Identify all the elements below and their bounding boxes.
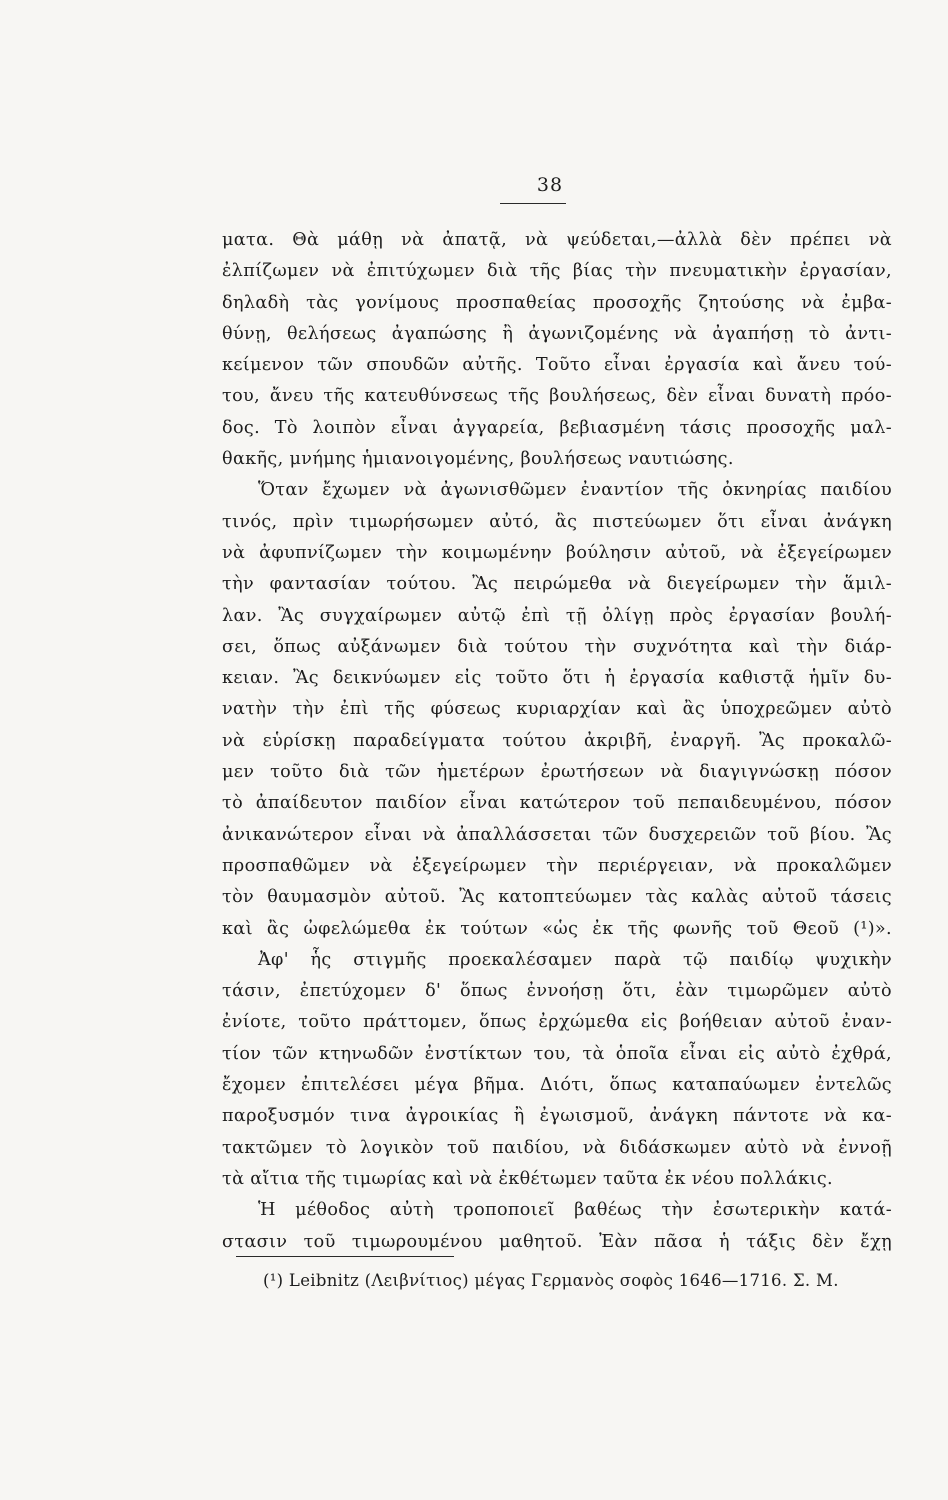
text-line: προσπαθῶμεν νὰ ἐξεγείρωμεν τὴν περιέργειαν, νὰ προκαλῶμεν [222, 855, 892, 876]
footnote: (¹) Leibnitz (Λειβνίτιος) μέγας Γερμανὸς σοφὸς 1646—1716. Σ. Μ. [263, 1271, 839, 1290]
text-line: ἐνίοτε, τοῦτο πράττομεν, ὅπως ἐρχώμεθα εἰς βοήθειαν αὐτοῦ ἐναν- [222, 1012, 892, 1033]
text-line: Ἡ μέθοδος αὐτὴ τροποποιεῖ βαθέως τὴν ἐσωτερικὴν κατά- [258, 1200, 892, 1221]
text-line: στασιν τοῦ τιμωρουμένου μαθητοῦ. Ἐὰν πᾶσα ἡ τάξις δὲν ἔχῃ [222, 1231, 892, 1252]
text-line: δηλαδὴ τὰς γονίμους προσπαθείας προσοχῆς ζητούσης νὰ ἐμβα- [222, 292, 892, 313]
text-line: σει, ὅπως αὐξάνωμεν διὰ τούτου τὴν συχνότητα καὶ τὴν διάρ- [222, 636, 892, 657]
text-line: κείμενον τῶν σπουδῶν αὐτῆς. Τοῦτο εἶναι ἐργασία καὶ ἄνευ τού- [222, 355, 892, 376]
text-line: θύνῃ, θελήσεως ἀγαπώσης ἢ ἀγωνιζομένης νὰ ἀγαπήσῃ τὸ ἀντι- [222, 323, 892, 344]
body-text [222, 225, 892, 1258]
text-line: ἀνικανώτερον εἶναι νὰ ἀπαλλάσσεται τῶν δυσχερειῶν τοῦ βίου. Ἂς [222, 824, 892, 845]
text-line: νατὴν τὴν ἐπὶ τῆς φύσεως κυριαρχίαν καὶ ἂς ὑποχρεῶμεν αὐτὸ [222, 699, 892, 720]
text-line: τὸν θαυμασμὸν αὐτοῦ. Ἂς κατοπτεύωμεν τὰς καλὰς αὐτοῦ τάσεις [222, 887, 892, 908]
text-line: τὰ αἴτια τῆς τιμωρίας καὶ νὰ ἐκθέτωμεν ταῦτα ἐκ νέου πολλάκις. [222, 1168, 834, 1189]
text-line: μεν τοῦτο διὰ τῶν ἡμετέρων ἐρωτήσεων νὰ διαγιγνώσκῃ πόσον [222, 762, 892, 783]
text-line: Ὅταν ἔχωμεν νὰ ἀγωνισθῶμεν ἐναντίον τῆς ὀκνηρίας παιδίου [258, 480, 892, 501]
text-line: παροξυσμόν τινα ἀγροικίας ἢ ἐγωισμοῦ, ἀνάγκη πάντοτε νὰ κα- [222, 1106, 892, 1127]
text-line: τακτῶμεν τὸ λογικὸν τοῦ παιδίου, νὰ διδάσκωμεν αὐτὸ νὰ ἐννοῇ [222, 1137, 892, 1158]
page-number-rule [500, 203, 566, 204]
page-number: 38 [536, 174, 564, 196]
text-line: δος. Τὸ λοιπὸν εἶναι ἀγγαρεία, βεβιασμένη τάσις προσοχῆς μαλ- [222, 417, 892, 438]
text-line: νὰ ἀφυπνίζωμεν τὴν κοιμωμένην βούλησιν αὐτοῦ, νὰ ἐξεγείρωμεν [222, 542, 892, 563]
footnote-rule [236, 1256, 454, 1257]
text-line: του, ἄνευ τῆς κατευθύνσεως τῆς βουλήσεως, δὲν εἶναι δυνατὴ πρόο- [222, 386, 892, 407]
text-line: τὸ ἀπαίδευτον παιδίον εἶναι κατώτερον τοῦ πεπαιδευμένου, πόσον [222, 793, 892, 814]
text-line: Ἀφ' ἧς στιγμῆς προεκαλέσαμεν παρὰ τῷ παιδίῳ ψυχικὴν [258, 949, 892, 970]
text-line: καὶ ἂς ὠφελώμεθα ἐκ τούτων «ὡς ἐκ τῆς φωνῆς τοῦ Θεοῦ (¹)». [222, 918, 892, 939]
text-line: θακῆς, μνήμης ἡμιανοιγομένης, βουλήσεως ναυτιώσης. [222, 449, 734, 470]
text-line: ματα. Θὰ μάθῃ νὰ ἀπατᾷ, νὰ ψεύδεται,—ἀλλὰ δὲν πρέπει νὰ [222, 230, 892, 250]
text-line: νὰ εὑρίσκῃ παραδείγματα τούτου ἀκριβῆ, ἐναργῆ. Ἂς προκαλῶ- [222, 730, 892, 751]
text-line: λαν. Ἂς συγχαίρωμεν αὐτῷ ἐπὶ τῇ ὀλίγῃ πρὸς ἐργασίαν βουλή- [222, 605, 892, 626]
text-line: τινός, πρὶν τιμωρήσωμεν αὐτό, ἂς πιστεύωμεν ὅτι εἶναι ἀνάγκη [222, 511, 892, 532]
text-line: τάσιν, ἐπετύχομεν δ' ὅπως ἐννοήσῃ ὅτι, ἐὰν τιμωρῶμεν αὐτὸ [222, 981, 892, 1002]
text-line: ἐλπίζωμεν νὰ ἐπιτύχωμεν διὰ τῆς βίας τὴν πνευματικὴν ἐργασίαν, [222, 261, 892, 282]
text-line: κειαν. Ἂς δεικνύωμεν εἰς τοῦτο ὅτι ἡ ἐργασία καθιστᾷ ἡμῖν δυ- [222, 668, 892, 689]
text-line: ἔχομεν ἐπιτελέσει μέγα βῆμα. Διότι, ὅπως καταπαύωμεν ἐντελῶς [222, 1075, 892, 1096]
text-line: τὴν φαντασίαν τούτου. Ἂς πειρώμεθα νὰ διεγείρωμεν τὴν ἅμιλ- [222, 574, 892, 595]
text-line: τίον τῶν κτηνωδῶν ἐνστίκτων του, τὰ ὁποῖα εἶναι εἰς αὐτὸ ἐχθρά, [222, 1043, 892, 1064]
